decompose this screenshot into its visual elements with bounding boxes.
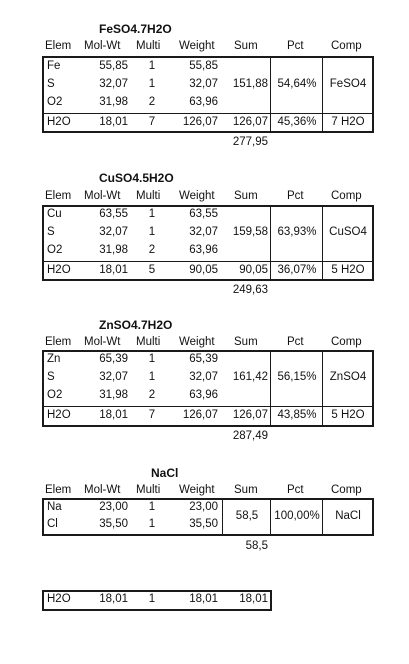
total-sum: 249,63 bbox=[232, 284, 268, 296]
cell-molwt: 18,01 bbox=[99, 264, 128, 276]
table-title: FeSO4.7H2O bbox=[99, 22, 172, 36]
cell-multi: 2 bbox=[148, 244, 156, 256]
col-header-weight: Weight bbox=[179, 336, 215, 348]
table-title: NaCl bbox=[151, 466, 179, 480]
cell-pct: 43,85% bbox=[277, 409, 317, 421]
cell-group-pct: 56,15% bbox=[277, 371, 317, 383]
divider bbox=[322, 498, 323, 536]
divider bbox=[42, 113, 374, 114]
cell-molwt: 65,39 bbox=[99, 353, 128, 365]
col-header-weight: Weight bbox=[179, 40, 215, 52]
col-header-comp: Comp bbox=[331, 190, 362, 202]
cell-multi: 1 bbox=[148, 208, 156, 220]
cell-multi: 1 bbox=[148, 593, 156, 605]
cell-multi: 1 bbox=[148, 60, 156, 72]
divider bbox=[270, 350, 271, 427]
col-header-elem: Elem bbox=[45, 336, 72, 348]
cell-molwt: 32,07 bbox=[99, 371, 128, 383]
cell-molwt: 32,07 bbox=[99, 78, 128, 90]
cell-multi: 2 bbox=[148, 96, 156, 108]
col-header-multi: Multi bbox=[136, 40, 161, 52]
cell-elem: Cl bbox=[47, 518, 58, 530]
cell-group-pct: 54,64% bbox=[277, 78, 317, 90]
cell-group-pct: 63,93% bbox=[277, 226, 317, 238]
divider bbox=[322, 205, 323, 281]
cell-weight: 63,96 bbox=[189, 389, 218, 401]
cell-group-comp: FeSO4 bbox=[329, 78, 367, 90]
total-sum: 277,95 bbox=[232, 136, 268, 148]
col-header-sum: Sum bbox=[234, 336, 258, 348]
cell-molwt: 18,01 bbox=[99, 116, 128, 128]
col-header-sum: Sum bbox=[234, 190, 258, 202]
cell-group-comp: NaCl bbox=[335, 510, 361, 522]
cell-weight: 32,07 bbox=[189, 371, 218, 383]
cell-multi: 5 bbox=[148, 264, 156, 276]
cell-weight: 126,07 bbox=[182, 116, 218, 128]
col-header-weight: Weight bbox=[179, 484, 215, 496]
cell-multi: 1 bbox=[148, 501, 156, 513]
cell-molwt: 35,50 bbox=[99, 518, 128, 530]
col-header-molwt: Mol-Wt bbox=[84, 484, 121, 496]
cell-comp: 7 H2O bbox=[331, 116, 365, 128]
cell-multi: 1 bbox=[148, 518, 156, 530]
cell-multi: 7 bbox=[148, 409, 156, 421]
cell-multi: 1 bbox=[148, 78, 156, 90]
table-title: ZnSO4.7H2O bbox=[99, 318, 173, 332]
cell-sum: 90,05 bbox=[239, 264, 268, 276]
cell-elem: H2O bbox=[47, 593, 71, 605]
col-header-sum: Sum bbox=[234, 484, 258, 496]
cell-group-sum: 151,88 bbox=[232, 78, 268, 90]
cell-weight: 18,01 bbox=[189, 593, 218, 605]
col-header-pct: Pct bbox=[287, 40, 304, 52]
col-header-elem: Elem bbox=[45, 40, 72, 52]
cell-weight: 63,96 bbox=[189, 96, 218, 108]
cell-elem: S bbox=[47, 371, 55, 383]
cell-group-comp: CuSO4 bbox=[329, 226, 367, 238]
col-header-molwt: Mol-Wt bbox=[84, 40, 121, 52]
divider bbox=[322, 350, 323, 427]
cell-weight: 126,07 bbox=[182, 409, 218, 421]
cell-group-comp: ZnSO4 bbox=[329, 371, 367, 383]
col-header-pct: Pct bbox=[287, 190, 304, 202]
cell-comp: 5 H2O bbox=[331, 264, 365, 276]
cell-weight: 55,85 bbox=[189, 60, 218, 72]
col-header-sum: Sum bbox=[234, 40, 258, 52]
cell-molwt: 55,85 bbox=[99, 60, 128, 72]
cell-weight: 65,39 bbox=[189, 353, 218, 365]
cell-elem: Cu bbox=[47, 208, 62, 220]
cell-weight: 63,96 bbox=[189, 244, 218, 256]
cell-pct: 45,36% bbox=[277, 116, 317, 128]
col-header-multi: Multi bbox=[136, 484, 161, 496]
cell-elem: S bbox=[47, 226, 55, 238]
cell-sum: 18,01 bbox=[239, 593, 268, 605]
cell-sum: 126,07 bbox=[232, 116, 268, 128]
cell-group-sum: 58,5 bbox=[235, 510, 259, 522]
cell-multi: 1 bbox=[148, 226, 156, 238]
cell-weight: 23,00 bbox=[189, 501, 218, 513]
cell-multi: 7 bbox=[148, 116, 156, 128]
col-header-elem: Elem bbox=[45, 484, 72, 496]
cell-elem: H2O bbox=[47, 264, 71, 276]
cell-multi: 1 bbox=[148, 353, 156, 365]
cell-molwt: 31,98 bbox=[99, 389, 128, 401]
cell-group-sum: 161,42 bbox=[232, 371, 268, 383]
divider bbox=[270, 498, 271, 536]
cell-molwt: 23,00 bbox=[99, 501, 128, 513]
table-title: CuSO4.5H2O bbox=[99, 171, 174, 185]
cell-elem: O2 bbox=[47, 389, 63, 401]
col-header-multi: Multi bbox=[136, 190, 161, 202]
cell-elem: Zn bbox=[47, 353, 61, 365]
cell-elem: O2 bbox=[47, 96, 63, 108]
cell-elem: S bbox=[47, 78, 55, 90]
cell-sum: 126,07 bbox=[232, 409, 268, 421]
total-sum: 287,49 bbox=[232, 430, 268, 442]
col-header-elem: Elem bbox=[45, 190, 72, 202]
cell-molwt: 31,98 bbox=[99, 96, 128, 108]
divider bbox=[42, 406, 374, 407]
cell-weight: 35,50 bbox=[189, 518, 218, 530]
divider bbox=[42, 261, 374, 262]
cell-elem: O2 bbox=[47, 244, 63, 256]
cell-pct: 36,07% bbox=[277, 264, 317, 276]
cell-elem: H2O bbox=[47, 116, 71, 128]
cell-elem: H2O bbox=[47, 409, 71, 421]
cell-group-pct: 100,00% bbox=[274, 510, 320, 522]
cell-molwt: 31,98 bbox=[99, 244, 128, 256]
cell-molwt: 18,01 bbox=[99, 409, 128, 421]
col-header-multi: Multi bbox=[136, 336, 161, 348]
cell-multi: 2 bbox=[148, 389, 156, 401]
divider bbox=[222, 498, 223, 536]
total-sum: 58,5 bbox=[245, 540, 268, 552]
col-header-pct: Pct bbox=[287, 484, 304, 496]
col-header-comp: Comp bbox=[331, 40, 362, 52]
col-header-pct: Pct bbox=[287, 336, 304, 348]
cell-comp: 5 H2O bbox=[331, 409, 365, 421]
cell-weight: 90,05 bbox=[189, 264, 218, 276]
divider bbox=[270, 56, 271, 133]
col-header-comp: Comp bbox=[331, 336, 362, 348]
divider bbox=[322, 56, 323, 133]
divider bbox=[270, 205, 271, 281]
cell-weight: 32,07 bbox=[189, 226, 218, 238]
cell-weight: 63,55 bbox=[189, 208, 218, 220]
cell-molwt: 18,01 bbox=[99, 593, 128, 605]
cell-elem: Fe bbox=[47, 60, 61, 72]
col-header-weight: Weight bbox=[179, 190, 215, 202]
col-header-comp: Comp bbox=[331, 484, 362, 496]
col-header-molwt: Mol-Wt bbox=[84, 190, 121, 202]
col-header-molwt: Mol-Wt bbox=[84, 336, 121, 348]
cell-multi: 1 bbox=[148, 371, 156, 383]
cell-group-sum: 159,58 bbox=[232, 226, 268, 238]
cell-molwt: 32,07 bbox=[99, 226, 128, 238]
cell-elem: Na bbox=[47, 501, 62, 513]
cell-weight: 32,07 bbox=[189, 78, 218, 90]
cell-molwt: 63,55 bbox=[99, 208, 128, 220]
